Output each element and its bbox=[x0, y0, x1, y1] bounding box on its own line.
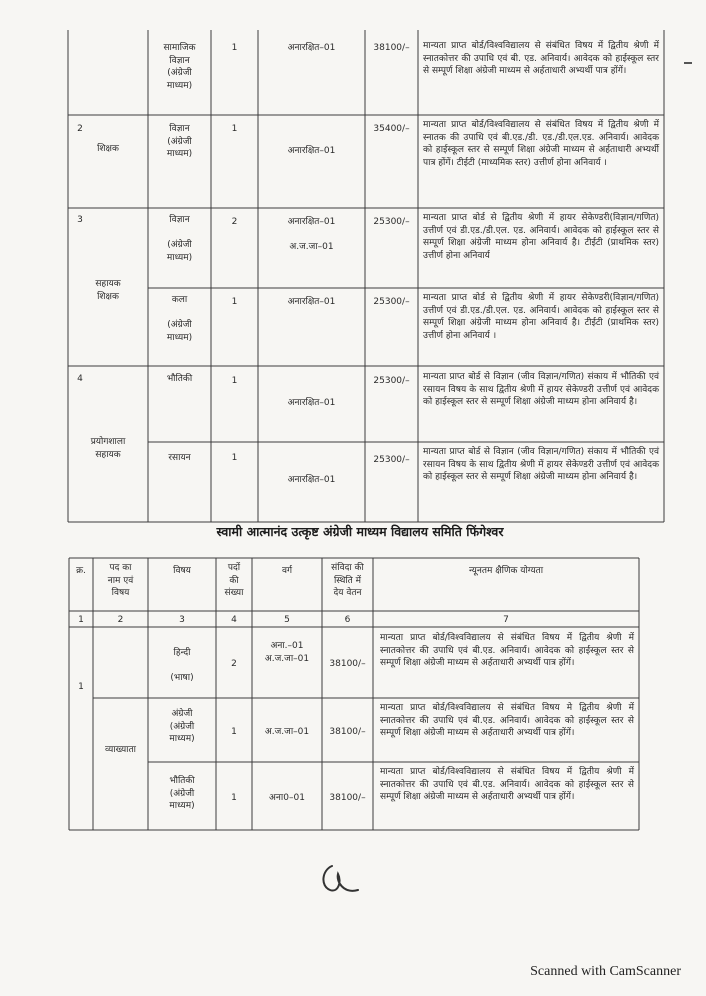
t2-qualification: मान्यता प्राप्त बोर्ड/विश्वविद्यालय से संबंधित विषय में द्वितीय श्रेणी में स्नातकोत्तर की उपाधि एवं बी.एड. अनिवार्य। आवेदक को हाईस्कूल स्तर से सम्पूर्ण शिक्षा अंग्रेजी माध्यम से अर्हताधारी अभ्यर्थी पात्र होंगें। bbox=[380, 767, 634, 802]
t1-qualification: मान्यता प्राप्त बोर्ड से विज्ञान (जीव विज्ञान/गणित) संकाय में भौतिकी एवं रसायन विषय के साथ द्वितीय श्रेणी में हायर सेकेण्डरी उत्तीर्ण एवं आवेदक को हाईस्कूल स्तर से सम्पूर्ण शिक्षा अंग्रेजी माध्यम होना अनिवार्य है। bbox=[423, 447, 659, 482]
t2-category: अना0–01 bbox=[269, 793, 305, 803]
camscanner-watermark: Scanned with CamScanner bbox=[530, 964, 681, 979]
t1-pay: 35400/– bbox=[373, 124, 410, 134]
t1-subject: सामाजिक विज्ञान (अंग्रेजी माध्यम) bbox=[163, 43, 196, 91]
t1-category: अनारक्षित–01 bbox=[287, 475, 336, 485]
t1-qualification: मान्यता प्राप्त बोर्ड से द्वितीय श्रेणी में हायर सेकेण्डरी(विज्ञान/गणित) उत्तीर्ण एवं डी.एड./डी.एल. एड. अनिवार्य। आवेदक को हाईस्कूल स्तर से सम्पूर्ण शिक्षा अंग्रेजी माध्यम होना अनिवार्य है। टीईटी (प्राथमिक स्तर) उत्तीर्ण होना अनिवार्य bbox=[423, 213, 659, 261]
t1-serial: 4 bbox=[77, 374, 83, 384]
t1-qualification: मान्यता प्राप्त बोर्ड से द्वितीय श्रेणी में हायर सेकेण्डरी(विज्ञान/गणित) उत्तीर्ण एवं डी.एड./डी.एल. एड. अनिवार्य। आवेदक को हाईस्कूल स्तर से सम्पूर्ण शिक्षा अंग्रेजी माध्यम होना अनिवार्य है। टीईटी (प्राथमिक स्तर) उत्तीर्ण होना अनिवार्य । bbox=[423, 293, 659, 341]
t1-post: शिक्षक bbox=[97, 144, 119, 154]
t2-index-6: 6 bbox=[344, 615, 351, 625]
t2-qualification: मान्यता प्राप्त बोर्ड/विश्वविद्यालय से संबंधित विषय में द्वितीय श्रेणी में स्नातकोत्तर की उपाधि एवं बी.एड. अनिवार्य। आवेदक को हाईस्कूल स्तर से सम्पूर्ण शिक्षा अंग्रेजी माध्यम से अर्हताधारी अभ्यर्थी पात्र होंगें। bbox=[380, 633, 634, 668]
t1-qualification: मान्यता प्राप्त बोर्ड/विश्वविद्यालय से संबंधित विषय में द्वितीय श्रेणी में स्नातक की उपाधि एवं बी.एड./डी. एड./डी.एल.एड. अनिवार्य। आवेदक को हाईस्कूल स्तर से सम्पूर्ण शिक्षा अंग्रेजी माध्यम से अर्हताधारी अभ्यर्थी पात्र होंगें। टीईटी (माध्यमिक स्तर) उत्तीर्ण होना अनिवार्य । bbox=[423, 120, 659, 168]
school-committee-title: स्वामी आत्मानंद उत्कृष्ट अंग्रेजी माध्यम विद्यालय समिति फिंगेश्वर bbox=[216, 524, 504, 539]
t2-qualification: मान्यता प्राप्त बोर्ड/विश्वविद्यालय से संबंधित विषय मे द्वितीय श्रेणी में स्नातकोत्तर की उपाधि एवं बी.एड. अनिवार्य। आवेदक को हाईस्कूल स्तर से सम्पूर्ण शिक्षा अंग्रेजी माध्यम से अर्हताधारी अभ्यर्थी पात्र होंगें। bbox=[380, 703, 634, 738]
t2-index-2: 2 bbox=[117, 615, 124, 625]
t2-header-count: पदों की संख्या bbox=[224, 563, 244, 598]
margin-mark bbox=[684, 62, 692, 64]
t2-serial: 1 bbox=[78, 682, 84, 692]
t2-subject: हिन्दी (भाषा) bbox=[170, 648, 194, 683]
t2-pay: 38100/– bbox=[329, 659, 366, 669]
t2-index-1: 1 bbox=[78, 615, 84, 625]
t1-serial: 3 bbox=[77, 215, 83, 225]
t2-index-5: 5 bbox=[284, 615, 290, 625]
t2-index-7: 7 bbox=[503, 615, 509, 625]
t1-pay: 25300/– bbox=[373, 217, 410, 227]
t1-pay: 25300/– bbox=[373, 376, 410, 386]
t2-pay: 38100/– bbox=[329, 727, 366, 737]
t1-post: सहायक शिक्षक bbox=[95, 279, 121, 302]
t1-category: अनारक्षित–01 अ.ज.जा–01 bbox=[287, 217, 336, 252]
t2-header-subject: विषय bbox=[173, 566, 191, 576]
t1-count: 1 bbox=[231, 453, 238, 463]
t2-header-category: वर्ग bbox=[281, 566, 293, 576]
t1-count: 1 bbox=[231, 297, 238, 307]
t2-header-qualification: न्यूनतम क्षैणिक योग्यता bbox=[468, 566, 544, 576]
t2-subject: अंग्रेजी (अंग्रेजी माध्यम) bbox=[169, 709, 195, 744]
t1-category: अनारक्षित–01 bbox=[287, 146, 336, 156]
handwritten-signature bbox=[318, 860, 368, 900]
t1-pay: 25300/– bbox=[373, 297, 410, 307]
t2-pay: 38100/– bbox=[329, 793, 366, 803]
t1-category: अनारक्षित–01 bbox=[287, 398, 336, 408]
t1-category: अनारक्षित–01 bbox=[287, 43, 336, 53]
t1-count: 1 bbox=[231, 124, 238, 134]
t1-pay: 38100/– bbox=[373, 43, 410, 53]
t2-count: 2 bbox=[231, 659, 237, 669]
t1-subject: भौतिकी bbox=[166, 374, 193, 384]
t1-qualification: मान्यता प्राप्त बोर्ड से विज्ञान (जीव विज्ञान/गणित) संकाय में भौतिकी एवं रसायन विषय के साथ द्वितीय श्रेणी में हायर सेकेण्डरी उत्तीर्ण एवं आवेदक को हाईस्कूल स्तर से सम्पूर्ण शिक्षा अंग्रेजी माध्यम होना अनिवार्य है। bbox=[423, 372, 659, 407]
t1-post: प्रयोगशाला सहायक bbox=[90, 437, 126, 460]
t1-qualification: मान्यता प्राप्त बोर्ड/विश्वविद्यालय से संबंधित विषय में द्वितीय श्रेणी में स्नातकोत्तर की उपाधि एवं बी. एड. अनिवार्य। आवेदक को हाईस्कूल स्तर से सम्पूर्ण शिक्षा अंग्रेजी माध्यम से अर्हताधारी अभ्यर्थी पात्र होंगें। bbox=[423, 41, 659, 76]
t2-category: अ.ज.जा–01 bbox=[264, 727, 310, 737]
t1-subject: विज्ञान (अंग्रेजी माध्यम) bbox=[166, 124, 193, 159]
t2-header-sno: क्र. bbox=[76, 566, 86, 576]
t1-pay: 25300/– bbox=[373, 455, 410, 465]
t1-count: 1 bbox=[231, 376, 238, 386]
t1-serial: 2 bbox=[77, 124, 83, 134]
t2-index-4: 4 bbox=[231, 615, 237, 625]
t2-count: 1 bbox=[231, 793, 237, 803]
t1-subject: विज्ञान (अंग्रेजी माध्यम) bbox=[166, 215, 193, 263]
t1-subject: रसायन bbox=[168, 453, 191, 463]
t1-subject: कला (अंग्रेजी माध्यम) bbox=[166, 295, 193, 343]
t2-category: अना.–01 अ.ज.जा–01 bbox=[264, 641, 310, 664]
t2-header-pay: संविदा की स्थिति में देय वेतन bbox=[331, 563, 364, 598]
t2-index-3: 3 bbox=[179, 615, 185, 625]
t2-count: 1 bbox=[231, 727, 237, 737]
t1-category: अनारक्षित–01 bbox=[287, 297, 336, 307]
t2-post: व्याख्याता bbox=[105, 745, 136, 755]
t1-count: 2 bbox=[231, 217, 238, 227]
t2-header-post: पद का नाम एवं विषय bbox=[107, 563, 134, 598]
t1-count: 1 bbox=[231, 43, 238, 53]
t2-subject: भौतिकी (अंग्रेजी माध्यम) bbox=[169, 776, 195, 811]
